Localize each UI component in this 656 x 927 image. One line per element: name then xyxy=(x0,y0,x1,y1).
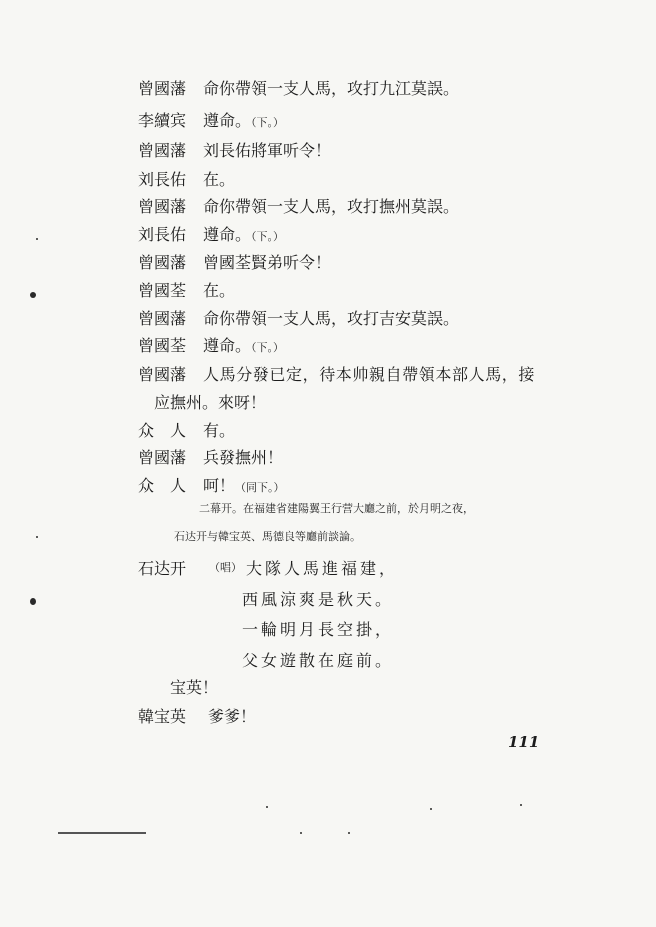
sing-marker: （唱） xyxy=(209,561,242,574)
dialogue-text xyxy=(203,108,284,131)
dialogue-text xyxy=(203,333,284,356)
speaker-name: 曾國荃 xyxy=(138,281,187,300)
speaker-name: 刘長佑 xyxy=(138,170,187,189)
speaker-name: 曾國藩 xyxy=(138,141,187,160)
ink-spot xyxy=(430,808,432,810)
dialogue-text: 在。 xyxy=(203,281,236,300)
speaker-name: 韓宝英 xyxy=(138,707,187,726)
stage-direction-inline: （下。） xyxy=(251,341,285,354)
speaker-name: 曾國荃 xyxy=(138,336,187,355)
song-verse: 大隊人馬進福建， xyxy=(246,559,399,578)
ink-spot xyxy=(300,832,302,834)
speaker-name: 曾國藩 xyxy=(138,79,187,98)
ink-spot xyxy=(348,832,350,834)
song-verse: 西風涼爽是秋天。 xyxy=(242,590,395,609)
speaker-name: 众 人 xyxy=(138,476,187,495)
dialogue-text: 兵發撫州！ xyxy=(203,448,284,467)
scan-edge-mark xyxy=(58,832,146,834)
dialogue-text: 命你帶領一支人馬，攻打九江莫誤。 xyxy=(203,79,460,98)
page-number: 111 xyxy=(508,733,540,751)
ink-spot xyxy=(520,804,522,806)
song-verse: 父女遊散在庭前。 xyxy=(242,651,395,670)
ink-spot xyxy=(30,598,36,605)
speaker-name: 曾國藩 xyxy=(138,197,187,216)
dialogue-text: 人馬分發已定，待本帅親自帶領本部人馬，接 xyxy=(203,365,536,384)
speaker-name: 曾國藩 xyxy=(138,253,187,272)
dialogue-text: 宝英！ xyxy=(170,678,219,697)
scene-direction-line: 石达开与韓宝英、馬德良等廳前談論。 xyxy=(174,530,361,543)
dialogue-text: 刘長佑將軍听令！ xyxy=(203,141,332,160)
dialogue-text xyxy=(203,473,285,496)
dialogue-text: 曾國荃賢弟听令！ xyxy=(203,253,332,272)
speaker-name: 石达开 xyxy=(138,559,187,578)
dialogue-words: 遵命。 xyxy=(203,111,252,130)
speaker-name: 刘長佑 xyxy=(138,225,187,244)
ink-spot xyxy=(30,292,36,298)
speaker-name: 李續宾 xyxy=(138,111,187,130)
ink-spot xyxy=(36,238,38,240)
speaker-name: 曾國藩 xyxy=(138,309,187,328)
speaker-name: 曾國藩 xyxy=(138,448,187,467)
speaker-name: 众 人 xyxy=(138,421,187,440)
stage-direction-inline: （下。） xyxy=(251,230,285,243)
stage-direction-inline: （下。） xyxy=(251,116,285,129)
dialogue-text: 爹爹！ xyxy=(208,707,257,726)
speaker-name: 曾國藩 xyxy=(138,365,187,384)
dialogue-words: 呵！ xyxy=(203,476,236,495)
ink-spot xyxy=(266,806,268,808)
scene-direction-line: 二幕开。在福建省建陽翼王行营大廳之前，於月明之夜， xyxy=(199,502,474,515)
dialogue-text: 应撫州。來呀！ xyxy=(154,393,267,412)
dialogue-text: 命你帶領一支人馬，攻打撫州莫誤。 xyxy=(203,197,460,216)
dialogue-text: 有。 xyxy=(203,421,236,440)
song-verse: 一輪明月長空掛， xyxy=(242,620,395,639)
dialogue-text: 在。 xyxy=(203,170,236,189)
ink-spot xyxy=(36,536,38,538)
stage-direction-inline: （同下。） xyxy=(235,481,285,494)
dialogue-text: 命你帶領一支人馬，攻打吉安莫誤。 xyxy=(203,309,460,328)
dialogue-text xyxy=(203,222,284,245)
dialogue-words: 遵命。 xyxy=(203,225,252,244)
dialogue-words: 遵命。 xyxy=(203,336,252,355)
